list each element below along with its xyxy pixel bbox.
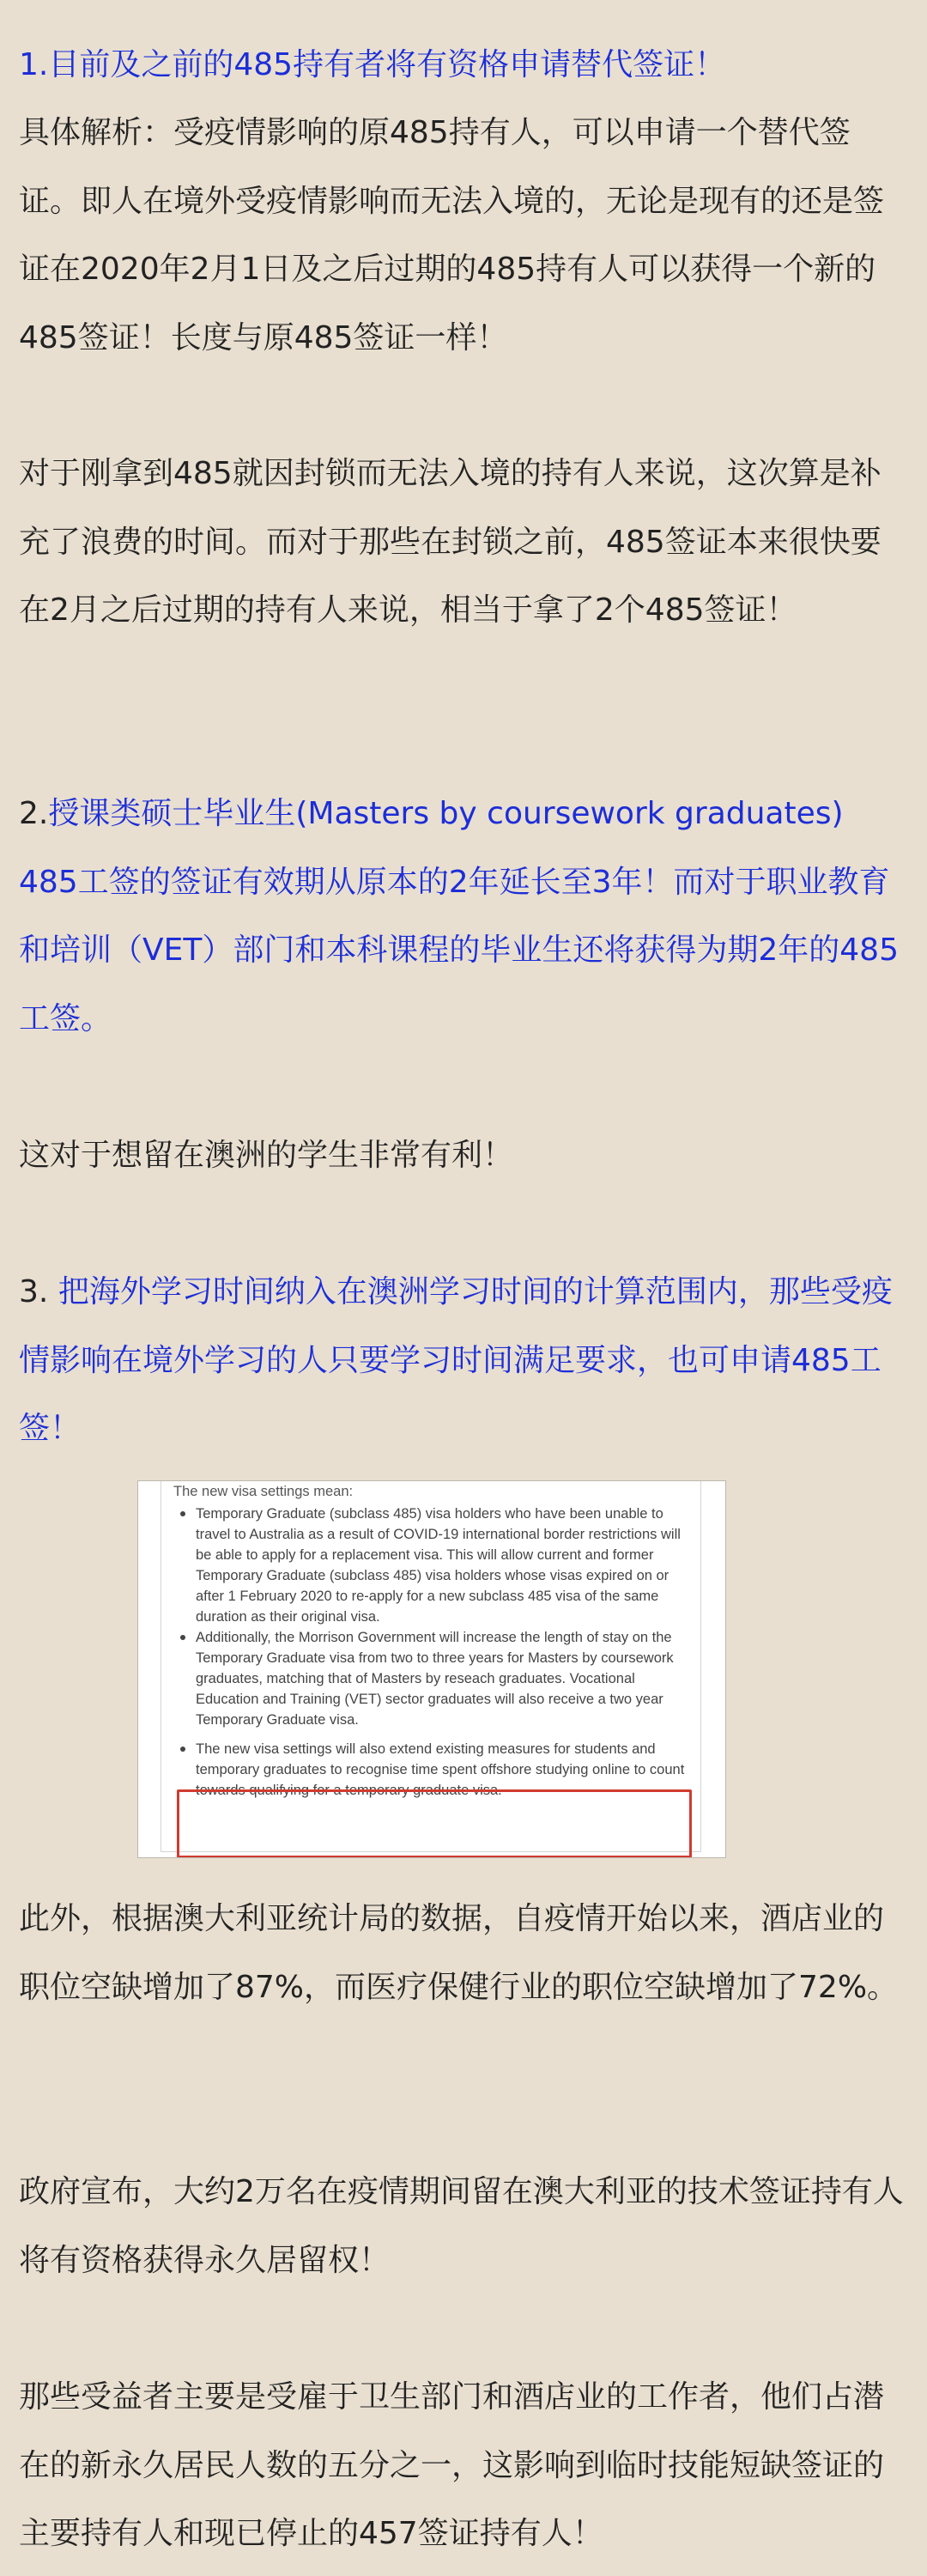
screenshot-frame xyxy=(161,1480,701,1852)
red-highlight-box xyxy=(177,1789,692,1858)
paragraph-7-body: 政府宣布，大约2万名在疫情期间留在澳大利亚的技术签证持有人将有资格获得永久居留权！ xyxy=(19,2174,904,2278)
screenshot-bullet-list xyxy=(179,1504,685,1801)
bullet-dot-icon xyxy=(180,1635,185,1640)
point-3-number: 3. xyxy=(19,1274,49,1309)
screenshot-bullet-text: Temporary Graduate (subclass 485) visa holders who have been unable to travel to Australia as a result of COVID-19 international border restrictions will be able to apply for a replacement visa. This will allow current and former Temporary Graduate (subclass 485) visa holders whose visas expired on or after 1 February 2020 to re-apply for a new subclass 485 visa of the same duration as their original visa. xyxy=(196,1506,681,1625)
point-1-number: 1. xyxy=(19,47,49,82)
screenshot-heading: The new visa settings mean: xyxy=(173,1484,354,1499)
screenshot-bullet-item xyxy=(179,1627,685,1730)
point-1-heading xyxy=(19,31,912,100)
paragraph-8-body: 那些受益者主要是受雇于卫生部门和酒店业的工作者，他们占潜在的新永久居民人数的五分之一，这影响到临时技能短缺签证的主要持有人和现已停止的457签证持有人！ xyxy=(19,2379,885,2551)
paragraph-6-body: 此外，根据澳大利亚统计局的数据，自疫情开始以来，酒店业的职位空缺增加了87%，而医疗保健行业的职位空缺增加了72%。 xyxy=(19,1901,899,2005)
point-3-heading xyxy=(19,1258,912,1463)
point-1-body: 具体解析：受疫情影响的原485持有人，可以申请一个替代签证。即人在境外受疫情影响而无法入境的，无论是现有的还是签证在2020年2月1日及之后过期的485持有人可以获得一个新的485签证！长度与原485签证一样！ xyxy=(19,115,885,355)
paragraph-2-body: 对于刚拿到485就因封锁而无法入境的持有人来说，这次算是补充了浪费的时间。而对于那些在封锁之前，485签证本来很快要在2月之后过期的持有人来说，相当于拿了2个485签证！ xyxy=(19,456,882,628)
bullet-dot-icon xyxy=(180,1511,185,1516)
screenshot-bullet-text: Additionally, the Morrison Government will increase the length of stay on the Temporary Graduate visa from two to three years for Masters by coursework graduates, matching that of Masters by reseach graduates. Vocational Education and Training (VET) sector graduates will also receive a two year Temporary Graduate visa. xyxy=(196,1630,674,1728)
embedded-screenshot xyxy=(137,1480,726,1858)
point-1-title: 目前及之前的485持有者将有资格申请替代签证！ xyxy=(48,47,726,82)
bullet-dot-icon xyxy=(180,1747,185,1752)
screenshot-bullet-text: The new visa settings will also extend existing measures for students and temporary graduates to recognise time spent offshore studying online to count towards qualifying for a temporary graduate visa. xyxy=(196,1741,685,1798)
point-2-number: 2. xyxy=(19,796,49,831)
paragraph-4-body: 这对于想留在澳洲的学生非常有利！ xyxy=(19,1138,514,1173)
screenshot-bullet-item xyxy=(179,1504,685,1627)
point-3-title: 把海外学习时间纳入在澳洲学习时间的计算范围内，那些受疫情影响在境外学习的人只要学习时间满足要求，也可申请485工签！ xyxy=(19,1274,893,1446)
point-2-heading xyxy=(19,780,912,1053)
point-2-title: 授课类硕士毕业生(Masters by coursework graduates) 485工签的签证有效期从原本的2年延长至3年！而对于职业教育和培训（VET）部门和本科课程的毕业生还将获得为期2年的485工签。 xyxy=(19,796,899,1036)
